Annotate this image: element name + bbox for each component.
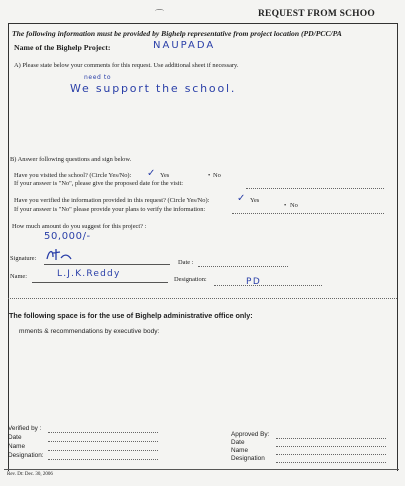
q2-check-mark: ✓ (237, 193, 246, 204)
q1-text: Have you visited the school? (Circle Yes/No): (14, 172, 132, 179)
approved-line (276, 438, 386, 439)
signature-line (44, 264, 170, 265)
amount-value: 50,000/- (44, 231, 91, 242)
q1-yes: Yes (160, 172, 170, 179)
section-b-prompt: B) Answer following questions and sign below. (10, 156, 132, 163)
right-designation-label: Designation (231, 455, 265, 462)
q1-follow-text: If your answer is "No", please give the proposed date for the visit: (14, 180, 184, 187)
approved-label: Approved By: (231, 431, 270, 438)
section-divider (8, 298, 397, 299)
q1-check-mark: ✓ (147, 168, 156, 179)
left-date-label: Date (8, 434, 22, 441)
left-name-line (48, 450, 158, 451)
q2-follow-text: If your answer is "No" please provide your plans to verify the information: (14, 206, 206, 213)
section-a-comment: We support the school. (70, 82, 237, 95)
right-designation-line (276, 462, 386, 463)
date-line (198, 266, 288, 267)
q2-text: Have you verified the information provided in this request? (Circle Yes/No): (14, 197, 210, 204)
q2-no-dot: • (284, 202, 287, 209)
q2-yes: Yes (250, 197, 260, 204)
designation-label: Designation: (174, 276, 207, 283)
footer-rule (4, 469, 399, 470)
form-title: REQUEST FROM SCHOO (258, 9, 375, 19)
date-label: Date : (178, 259, 194, 266)
revision-date: Rev. Dt: Dec. 30, 2006 (7, 472, 53, 477)
designation-value: PD (246, 277, 262, 287)
designation-line (214, 285, 322, 286)
left-date-line (48, 441, 158, 442)
name-line (32, 282, 168, 283)
project-label: Name of the Bighelp Project: (14, 43, 111, 52)
scan-mark: ⌒ (155, 9, 165, 19)
signature-mark (44, 247, 74, 263)
left-name-label: Name (8, 443, 26, 450)
q2-follow-line (232, 213, 384, 214)
q1-no-dot: • (208, 172, 211, 179)
right-name-line (276, 454, 386, 455)
right-date-line (276, 446, 386, 447)
section-a-prompt: A) Please state below your comments for this request. Use additional sheet if necessary. (14, 62, 239, 69)
project-value: NAUPADA (153, 40, 216, 51)
name-value: L.J.K.Reddy (57, 269, 121, 279)
right-date-label: Date (231, 439, 245, 446)
amount-prompt: How much amount do you suggest for this project? : (12, 223, 147, 230)
left-designation-line (48, 459, 158, 460)
verified-label: Verified by : (8, 425, 42, 432)
right-name-label: Name (231, 447, 249, 454)
admin-heading: The following space is for the use of Bighelp administrative office only: (9, 311, 253, 320)
handwriting-small: need to (84, 74, 112, 81)
admin-comments-label: mments & recommendations by executive body: (19, 328, 160, 335)
q1-no: No (213, 172, 221, 179)
name-label: Name: (10, 273, 28, 280)
q2-no: No (290, 202, 298, 209)
intro-text: The following information must be provided by Bighelp representative from project location (PD/PCC/PA (12, 29, 342, 38)
q1-follow-line (246, 188, 384, 189)
signature-label: Signature: (10, 255, 37, 262)
left-designation-label: Designation: (8, 452, 44, 459)
verified-line (48, 432, 158, 433)
